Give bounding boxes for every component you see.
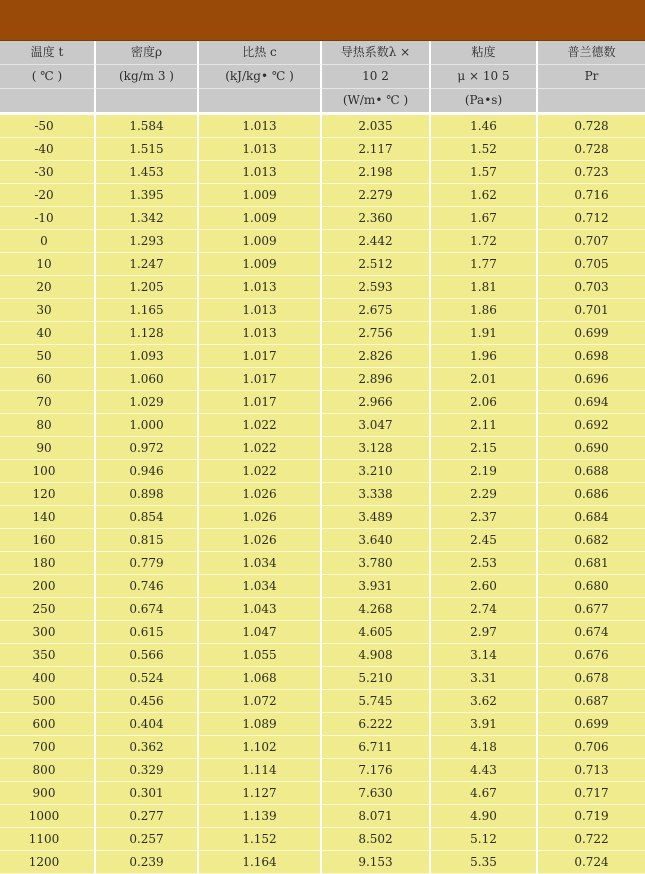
cell-temperature: 350 (0, 644, 96, 667)
cell-prandtl-number: 0.688 (538, 460, 645, 483)
cell-density: 1.000 (96, 414, 199, 437)
cell-prandtl-number: 0.677 (538, 598, 645, 621)
table-row (0, 782, 645, 805)
cell-viscosity: 2.29 (431, 483, 538, 506)
table-row (0, 276, 645, 299)
cell-density: 1.515 (96, 138, 199, 161)
cell-viscosity: 2.60 (431, 575, 538, 598)
header-viscosity: (Pa•s) (431, 89, 538, 115)
cell-thermal-conductivity: 2.675 (322, 299, 431, 322)
cell-viscosity: 4.90 (431, 805, 538, 828)
cell-prandtl-number: 0.684 (538, 506, 645, 529)
header-specific-heat (199, 89, 322, 115)
cell-thermal-conductivity: 2.442 (322, 230, 431, 253)
table-row (0, 851, 645, 874)
cell-density: 1.029 (96, 391, 199, 414)
cell-thermal-conductivity: 3.128 (322, 437, 431, 460)
cell-specific-heat: 1.013 (199, 115, 322, 138)
cell-viscosity: 3.62 (431, 690, 538, 713)
cell-thermal-conductivity: 2.035 (322, 115, 431, 138)
cell-temperature: 300 (0, 621, 96, 644)
cell-specific-heat: 1.009 (199, 184, 322, 207)
cell-specific-heat: 1.013 (199, 276, 322, 299)
table-row (0, 414, 645, 437)
cell-density: 0.674 (96, 598, 199, 621)
cell-temperature: 400 (0, 667, 96, 690)
cell-density: 0.815 (96, 529, 199, 552)
cell-prandtl-number: 0.724 (538, 851, 645, 874)
cell-density: 0.566 (96, 644, 199, 667)
cell-thermal-conductivity: 4.268 (322, 598, 431, 621)
table-row (0, 207, 645, 230)
cell-specific-heat: 1.139 (199, 805, 322, 828)
cell-thermal-conductivity: 2.593 (322, 276, 431, 299)
cell-prandtl-number: 0.676 (538, 644, 645, 667)
table-row (0, 690, 645, 713)
header-viscosity: μ × 10 5 (431, 65, 538, 89)
cell-density: 1.584 (96, 115, 199, 138)
cell-density: 0.329 (96, 759, 199, 782)
cell-temperature: -50 (0, 115, 96, 138)
table-row (0, 460, 645, 483)
cell-specific-heat: 1.114 (199, 759, 322, 782)
table-row (0, 437, 645, 460)
cell-density: 0.257 (96, 828, 199, 851)
table-row (0, 368, 645, 391)
cell-specific-heat: 1.026 (199, 529, 322, 552)
cell-temperature: 200 (0, 575, 96, 598)
cell-specific-heat: 1.152 (199, 828, 322, 851)
cell-viscosity: 2.15 (431, 437, 538, 460)
table-row (0, 253, 645, 276)
air-properties-table (0, 41, 645, 874)
cell-temperature: 60 (0, 368, 96, 391)
cell-thermal-conductivity: 2.198 (322, 161, 431, 184)
cell-specific-heat: 1.022 (199, 437, 322, 460)
table-row (0, 598, 645, 621)
cell-prandtl-number: 0.690 (538, 437, 645, 460)
cell-viscosity: 4.67 (431, 782, 538, 805)
cell-viscosity: 1.72 (431, 230, 538, 253)
cell-thermal-conductivity: 2.512 (322, 253, 431, 276)
table-row (0, 230, 645, 253)
cell-thermal-conductivity: 5.745 (322, 690, 431, 713)
cell-prandtl-number: 0.728 (538, 115, 645, 138)
table-row (0, 138, 645, 161)
cell-viscosity: 3.14 (431, 644, 538, 667)
cell-thermal-conductivity: 3.047 (322, 414, 431, 437)
cell-density: 1.060 (96, 368, 199, 391)
cell-thermal-conductivity: 2.826 (322, 345, 431, 368)
cell-density: 1.247 (96, 253, 199, 276)
cell-thermal-conductivity: 3.931 (322, 575, 431, 598)
cell-specific-heat: 1.026 (199, 483, 322, 506)
header-specific-heat: 比热 c (199, 41, 322, 65)
cell-thermal-conductivity: 7.176 (322, 759, 431, 782)
cell-specific-heat: 1.164 (199, 851, 322, 874)
table-row (0, 552, 645, 575)
header-density (96, 89, 199, 115)
cell-specific-heat: 1.068 (199, 667, 322, 690)
cell-density: 1.165 (96, 299, 199, 322)
cell-viscosity: 1.62 (431, 184, 538, 207)
cell-prandtl-number: 0.719 (538, 805, 645, 828)
cell-specific-heat: 1.022 (199, 414, 322, 437)
cell-density: 1.395 (96, 184, 199, 207)
cell-prandtl-number: 0.716 (538, 184, 645, 207)
cell-density: 0.746 (96, 575, 199, 598)
cell-viscosity: 1.86 (431, 299, 538, 322)
cell-thermal-conductivity: 6.222 (322, 713, 431, 736)
table-row (0, 161, 645, 184)
cell-density: 0.362 (96, 736, 199, 759)
cell-prandtl-number: 0.698 (538, 345, 645, 368)
header-thermal-conductivity: (W/m• ℃ ) (322, 89, 431, 115)
cell-thermal-conductivity: 8.071 (322, 805, 431, 828)
cell-temperature: 20 (0, 276, 96, 299)
cell-prandtl-number: 0.678 (538, 667, 645, 690)
cell-viscosity: 1.57 (431, 161, 538, 184)
cell-prandtl-number: 0.699 (538, 322, 645, 345)
cell-prandtl-number: 0.682 (538, 529, 645, 552)
cell-specific-heat: 1.013 (199, 161, 322, 184)
cell-temperature: 0 (0, 230, 96, 253)
cell-viscosity: 2.53 (431, 552, 538, 575)
cell-specific-heat: 1.009 (199, 253, 322, 276)
cell-thermal-conductivity: 7.630 (322, 782, 431, 805)
cell-density: 0.854 (96, 506, 199, 529)
header-density: (kg/m 3 ) (96, 65, 199, 89)
cell-specific-heat: 1.022 (199, 460, 322, 483)
table-row (0, 805, 645, 828)
cell-density: 1.453 (96, 161, 199, 184)
cell-viscosity: 2.45 (431, 529, 538, 552)
cell-prandtl-number: 0.696 (538, 368, 645, 391)
header-prandtl-number: Pr (538, 65, 645, 89)
cell-temperature: 30 (0, 299, 96, 322)
cell-temperature: 140 (0, 506, 96, 529)
cell-density: 0.404 (96, 713, 199, 736)
cell-temperature: 50 (0, 345, 96, 368)
header-thermal-conductivity: 10 2 (322, 65, 431, 89)
cell-viscosity: 2.97 (431, 621, 538, 644)
cell-thermal-conductivity: 2.896 (322, 368, 431, 391)
cell-temperature: 80 (0, 414, 96, 437)
cell-prandtl-number: 0.699 (538, 713, 645, 736)
cell-prandtl-number: 0.703 (538, 276, 645, 299)
cell-viscosity: 4.43 (431, 759, 538, 782)
cell-viscosity: 1.81 (431, 276, 538, 299)
cell-thermal-conductivity: 2.966 (322, 391, 431, 414)
cell-density: 1.093 (96, 345, 199, 368)
cell-temperature: 700 (0, 736, 96, 759)
cell-specific-heat: 1.009 (199, 230, 322, 253)
table-row (0, 828, 645, 851)
cell-thermal-conductivity: 2.360 (322, 207, 431, 230)
table-row (0, 759, 645, 782)
cell-specific-heat: 1.102 (199, 736, 322, 759)
cell-prandtl-number: 0.717 (538, 782, 645, 805)
cell-specific-heat: 1.026 (199, 506, 322, 529)
cell-prandtl-number: 0.706 (538, 736, 645, 759)
cell-specific-heat: 1.017 (199, 391, 322, 414)
header-prandtl-number: 普兰德数 (538, 41, 645, 65)
cell-temperature: 100 (0, 460, 96, 483)
cell-density: 0.239 (96, 851, 199, 874)
cell-temperature: 120 (0, 483, 96, 506)
cell-thermal-conductivity: 2.756 (322, 322, 431, 345)
cell-thermal-conductivity: 2.117 (322, 138, 431, 161)
cell-density: 1.205 (96, 276, 199, 299)
cell-prandtl-number: 0.694 (538, 391, 645, 414)
cell-thermal-conductivity: 2.279 (322, 184, 431, 207)
cell-specific-heat: 1.017 (199, 368, 322, 391)
cell-density: 0.946 (96, 460, 199, 483)
cell-temperature: 1100 (0, 828, 96, 851)
cell-specific-heat: 1.072 (199, 690, 322, 713)
header-row (0, 41, 645, 65)
table-row (0, 713, 645, 736)
header-row (0, 89, 645, 115)
header-row (0, 65, 645, 89)
cell-temperature: 160 (0, 529, 96, 552)
cell-temperature: 500 (0, 690, 96, 713)
header-thermal-conductivity: 导热系数λ × (322, 41, 431, 65)
table-row (0, 391, 645, 414)
cell-prandtl-number: 0.722 (538, 828, 645, 851)
cell-viscosity: 4.18 (431, 736, 538, 759)
cell-density: 0.615 (96, 621, 199, 644)
cell-density: 0.972 (96, 437, 199, 460)
cell-specific-heat: 1.047 (199, 621, 322, 644)
cell-prandtl-number: 0.674 (538, 621, 645, 644)
table-row (0, 115, 645, 138)
table-row (0, 644, 645, 667)
cell-temperature: 900 (0, 782, 96, 805)
cell-thermal-conductivity: 8.502 (322, 828, 431, 851)
table-row (0, 736, 645, 759)
cell-prandtl-number: 0.723 (538, 161, 645, 184)
cell-prandtl-number: 0.701 (538, 299, 645, 322)
cell-specific-heat: 1.034 (199, 575, 322, 598)
table-row (0, 184, 645, 207)
top-bar (0, 0, 645, 41)
cell-density: 1.128 (96, 322, 199, 345)
cell-viscosity: 2.37 (431, 506, 538, 529)
cell-viscosity: 2.19 (431, 460, 538, 483)
cell-density: 0.898 (96, 483, 199, 506)
header-prandtl-number (538, 89, 645, 115)
cell-prandtl-number: 0.728 (538, 138, 645, 161)
cell-prandtl-number: 0.705 (538, 253, 645, 276)
cell-thermal-conductivity: 4.605 (322, 621, 431, 644)
cell-prandtl-number: 0.707 (538, 230, 645, 253)
cell-thermal-conductivity: 3.210 (322, 460, 431, 483)
cell-temperature: -10 (0, 207, 96, 230)
cell-specific-heat: 1.043 (199, 598, 322, 621)
cell-viscosity: 1.46 (431, 115, 538, 138)
cell-density: 0.779 (96, 552, 199, 575)
cell-prandtl-number: 0.692 (538, 414, 645, 437)
cell-prandtl-number: 0.680 (538, 575, 645, 598)
cell-viscosity: 2.06 (431, 391, 538, 414)
cell-temperature: 180 (0, 552, 96, 575)
cell-temperature: -30 (0, 161, 96, 184)
cell-viscosity: 1.67 (431, 207, 538, 230)
cell-temperature: -40 (0, 138, 96, 161)
cell-density: 1.342 (96, 207, 199, 230)
cell-thermal-conductivity: 5.210 (322, 667, 431, 690)
cell-temperature: 70 (0, 391, 96, 414)
table-row (0, 575, 645, 598)
cell-viscosity: 1.96 (431, 345, 538, 368)
table-row (0, 483, 645, 506)
cell-prandtl-number: 0.681 (538, 552, 645, 575)
cell-density: 0.277 (96, 805, 199, 828)
cell-thermal-conductivity: 3.780 (322, 552, 431, 575)
cell-thermal-conductivity: 9.153 (322, 851, 431, 874)
header-density: 密度ρ (96, 41, 199, 65)
cell-thermal-conductivity: 3.640 (322, 529, 431, 552)
cell-prandtl-number: 0.687 (538, 690, 645, 713)
table-row (0, 529, 645, 552)
cell-viscosity: 3.31 (431, 667, 538, 690)
cell-temperature: 90 (0, 437, 96, 460)
cell-viscosity: 2.11 (431, 414, 538, 437)
header-specific-heat: (kJ/kg• ℃ ) (199, 65, 322, 89)
cell-prandtl-number: 0.712 (538, 207, 645, 230)
table-row (0, 299, 645, 322)
table-row (0, 322, 645, 345)
cell-specific-heat: 1.017 (199, 345, 322, 368)
cell-viscosity: 1.77 (431, 253, 538, 276)
cell-density: 0.456 (96, 690, 199, 713)
cell-specific-heat: 1.013 (199, 322, 322, 345)
cell-viscosity: 2.01 (431, 368, 538, 391)
cell-thermal-conductivity: 4.908 (322, 644, 431, 667)
cell-specific-heat: 1.034 (199, 552, 322, 575)
cell-specific-heat: 1.055 (199, 644, 322, 667)
header-temperature (0, 89, 96, 115)
cell-prandtl-number: 0.713 (538, 759, 645, 782)
cell-viscosity: 5.35 (431, 851, 538, 874)
cell-viscosity: 5.12 (431, 828, 538, 851)
header-temperature: 温度 t (0, 41, 96, 65)
cell-temperature: 10 (0, 253, 96, 276)
cell-temperature: -20 (0, 184, 96, 207)
cell-specific-heat: 1.013 (199, 299, 322, 322)
header-viscosity: 粘度 (431, 41, 538, 65)
header-temperature: ( ℃ ) (0, 65, 96, 89)
cell-thermal-conductivity: 3.338 (322, 483, 431, 506)
cell-density: 0.524 (96, 667, 199, 690)
cell-density: 0.301 (96, 782, 199, 805)
table-row (0, 345, 645, 368)
cell-temperature: 600 (0, 713, 96, 736)
table-row (0, 506, 645, 529)
cell-specific-heat: 1.009 (199, 207, 322, 230)
cell-viscosity: 2.74 (431, 598, 538, 621)
cell-specific-heat: 1.089 (199, 713, 322, 736)
cell-temperature: 800 (0, 759, 96, 782)
cell-viscosity: 1.52 (431, 138, 538, 161)
cell-specific-heat: 1.127 (199, 782, 322, 805)
cell-density: 1.293 (96, 230, 199, 253)
cell-thermal-conductivity: 6.711 (322, 736, 431, 759)
cell-thermal-conductivity: 3.489 (322, 506, 431, 529)
cell-prandtl-number: 0.686 (538, 483, 645, 506)
table-row (0, 667, 645, 690)
cell-viscosity: 1.91 (431, 322, 538, 345)
table-row (0, 621, 645, 644)
cell-temperature: 250 (0, 598, 96, 621)
cell-specific-heat: 1.013 (199, 138, 322, 161)
cell-viscosity: 3.91 (431, 713, 538, 736)
cell-temperature: 40 (0, 322, 96, 345)
cell-temperature: 1000 (0, 805, 96, 828)
cell-temperature: 1200 (0, 851, 96, 874)
